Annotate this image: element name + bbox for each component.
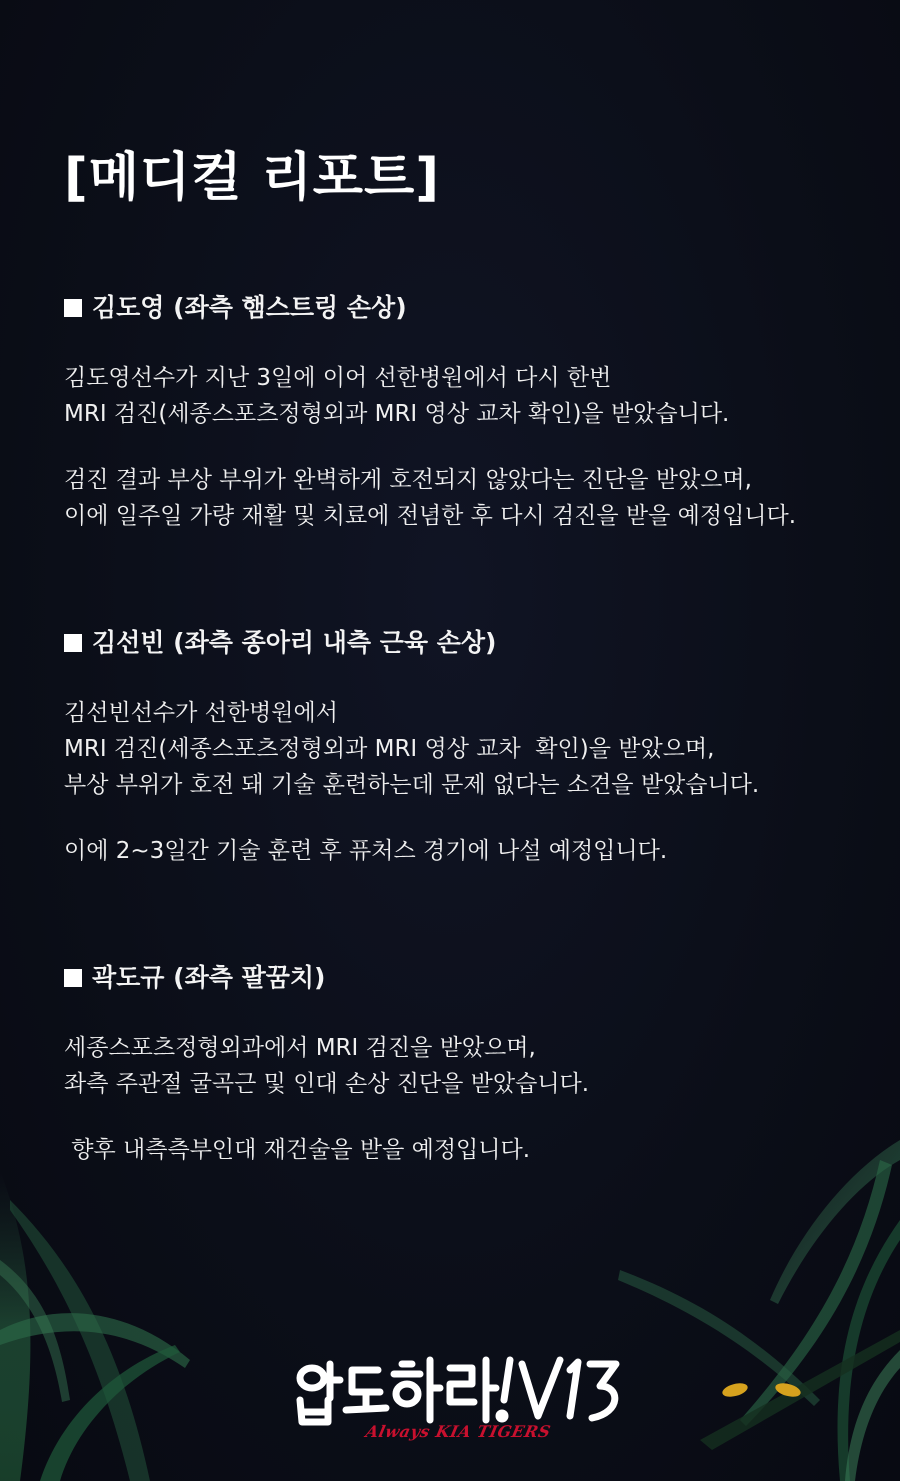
slogan-subtitle: Always KIA TIGERS [363,1422,553,1441]
paragraph-line: 부상 부위가 호전 돼 기술 훈련하는데 문제 없다는 소견을 받았습니다. [64,772,760,798]
paragraph [64,695,864,803]
square-bullet-icon [64,634,82,652]
paragraph [64,833,864,869]
paragraph-line: 향후 내측측부인대 재건술을 받을 예정입니다. [64,1137,531,1163]
paragraph-line: 이에 일주일 가량 재활 및 치료에 전념한 후 다시 검진을 받을 예정입니다. [64,503,797,529]
section-heading [64,962,864,994]
paragraph-line: 세종스포츠정형외과에서 MRI 검진을 받았으며, [64,1035,536,1061]
paragraph [64,1132,864,1168]
paragraph [64,360,864,432]
paragraph [64,462,864,534]
section-heading [64,292,864,324]
paragraph-line: MRI 검진(세종스포츠정형외과 MRI 영상 교차 확인)을 받았으며, [64,736,715,762]
paragraph [64,1030,864,1102]
paragraph-line: 검진 결과 부상 부위가 완벽하게 호전되지 않았다는 진단을 받았으며, [64,467,752,493]
paragraph-line: 김도영선수가 지난 3일에 이어 선한병원에서 다시 한번 [64,365,612,391]
page-title: [메디컬 리포트] [64,148,441,208]
section-heading-text: 김선빈 (좌측 종아리 내측 근육 손상) [92,628,497,657]
kia-tigers-slogan-logo [0,1350,900,1460]
report-section-kim-seonbin [64,627,864,869]
report-section-kwak-dogyu [64,962,864,1168]
square-bullet-icon [64,299,82,317]
paragraph-line: MRI 검진(세종스포츠정형외과 MRI 영상 교차 확인)을 받았습니다. [64,401,730,427]
paragraph-line: 좌측 주관절 굴곡근 및 인대 손상 진단을 받았습니다. [64,1071,590,1097]
square-bullet-icon [64,969,82,987]
paragraph-line: 김선빈선수가 선한병원에서 [64,700,338,726]
section-heading [64,627,864,659]
slogan-lettering-logo [290,1350,630,1430]
paragraph-line: 이에 2~3일간 기술 훈련 후 퓨처스 경기에 나설 예정입니다. [64,838,668,864]
section-heading-text: 김도영 (좌측 햄스트링 손상) [92,293,407,322]
section-heading-text: 곽도규 (좌측 팔꿈치) [92,963,326,992]
report-section-kim-doyoung [64,292,864,534]
